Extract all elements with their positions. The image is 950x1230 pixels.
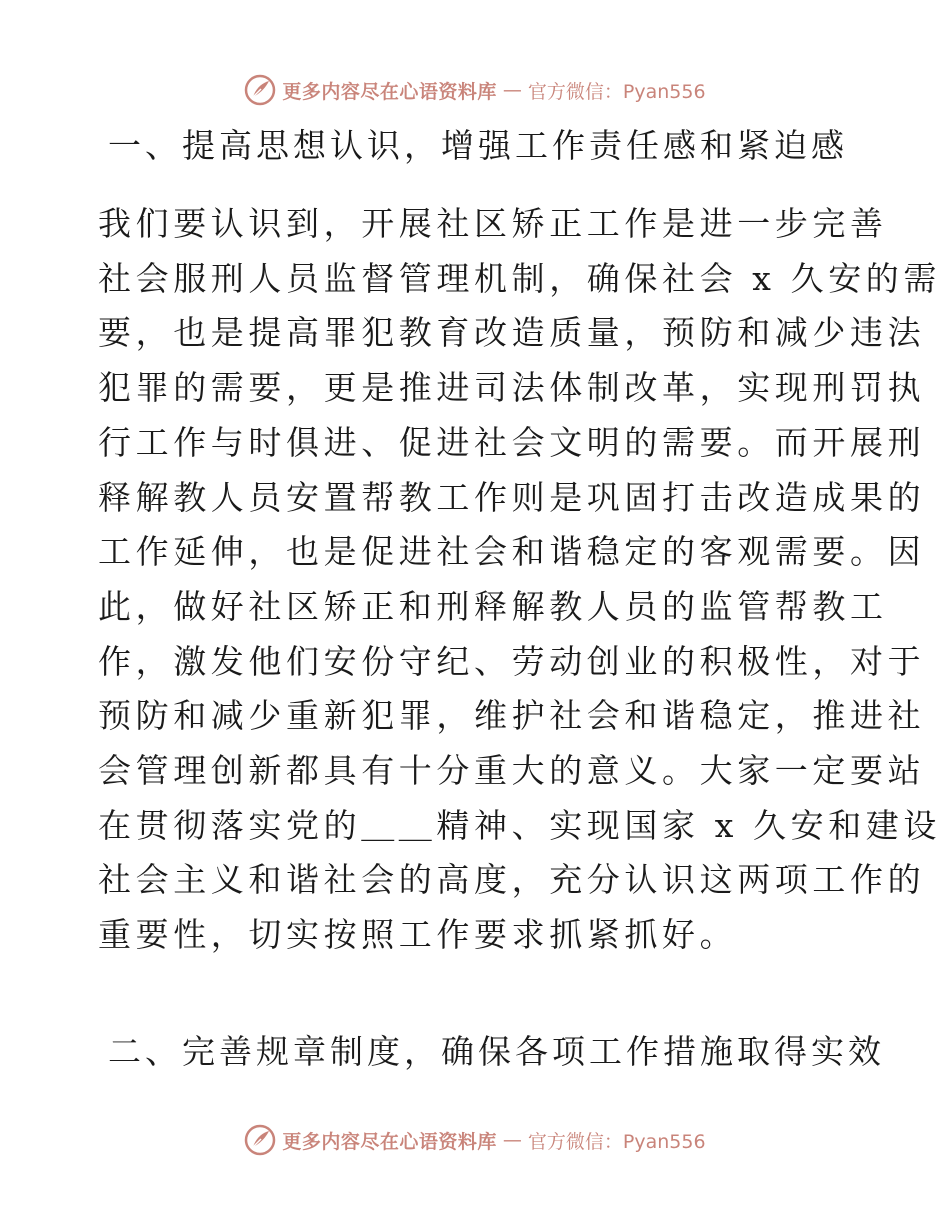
paragraph-line: 社会服刑人员监督管理机制，确保社会 x 久安的需 — [98, 258, 941, 298]
paragraph-line: 释解教人员安置帮教工作则是巩固打击改造成果的 — [98, 477, 926, 517]
body-paragraph — [98, 197, 941, 963]
feather-pen-icon — [244, 1124, 276, 1156]
paragraph-line: 作，激发他们安份守纪、劳动创业的积极性，对于 — [98, 641, 926, 681]
paragraph-line: 此，做好社区矫正和刑释解教人员的监管帮教工 — [98, 586, 888, 626]
section-heading-2: 二、完善规章制度，确保各项工作措施取得实效 — [108, 1032, 885, 1071]
paragraph-line: 行工作与时俱进、促进社会文明的需要。而开展刑 — [98, 422, 926, 462]
paragraph-line: 会管理创新都具有十分重大的意义。大家一定要站 — [98, 751, 926, 791]
paragraph-line: 我们要认识到，开展社区矫正工作是进一步完善 — [98, 204, 888, 243]
paragraph-line: 预防和减少重新犯罪，维护社会和谐稳定，推进社 — [98, 696, 926, 736]
footer-watermark — [0, 1120, 950, 1160]
paragraph-line: 重要性，切实按照工作要求抓紧抓好。 — [98, 915, 738, 955]
section-heading-1: 一、提高思想认识，增强工作责任感和紧迫感 — [108, 126, 848, 165]
watermark-contact: 官方微信：Pyan556 — [527, 1130, 706, 1153]
paragraph-line: 工作延伸，也是促进社会和谐稳定的客观需要。因 — [98, 532, 926, 572]
paragraph-line: 社会主义和谐社会的高度，充分认识这两项工作的 — [98, 860, 926, 900]
feather-pen-icon — [244, 74, 276, 106]
watermark-contact: 官方微信：Pyan556 — [527, 80, 706, 103]
paragraph-line: 要，也是提高罪犯教育改造质量，预防和减少违法 — [98, 313, 926, 353]
paragraph-line: 在贯彻落实党的＿＿精神、实现国家 x 久安和建设 — [98, 805, 941, 845]
watermark-brand: 更多内容尽在心语资料库 — [282, 80, 497, 103]
paragraph-line: 犯罪的需要，更是推进司法体制改革，实现刑罚执 — [98, 368, 926, 408]
watermark-brand: 更多内容尽在心语资料库 — [282, 1130, 497, 1153]
watermark-separator: — — [502, 79, 522, 101]
watermark-separator: — — [502, 1129, 522, 1151]
header-watermark — [0, 70, 950, 110]
